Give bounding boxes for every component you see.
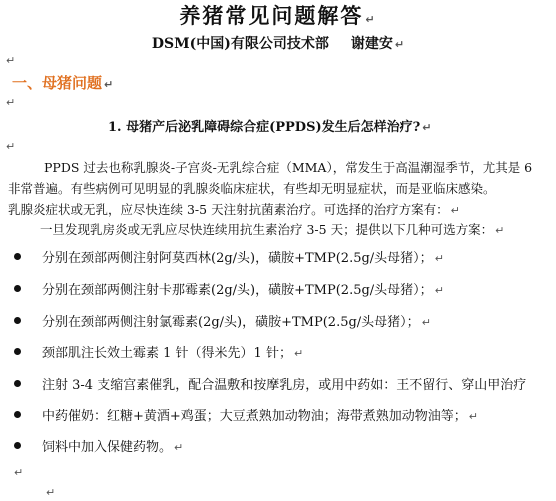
paragraph-mark-icon: ↵	[46, 486, 56, 499]
document-subtitle	[0, 33, 556, 53]
paragraph-mark-icon: ↵	[6, 140, 16, 153]
question-heading	[108, 116, 431, 135]
list-item	[42, 311, 431, 330]
paragraph-mark-icon: ↵	[468, 410, 479, 423]
paragraph-mark-icon: ↵	[293, 347, 304, 360]
paragraph-line-text: 乳腺炎症状或无乳，应尽快连续 3-5 天注射抗菌素治疗。可选择的治疗方案有：	[8, 202, 449, 217]
bullet-dot-icon	[14, 411, 21, 418]
paragraph-line	[40, 220, 504, 238]
list-item-text: 饲料中加入保健药物。	[42, 440, 173, 455]
list-item	[42, 247, 444, 266]
paragraph-mark-icon: ↵	[14, 466, 24, 479]
bullet-dot-icon	[14, 317, 21, 324]
list-item-text: 分别在颈部两侧注射卡那霉素(2g/头)，磺胺+TMP(2.5g/头母猪）；	[42, 283, 433, 298]
list-item-text: 分别在颈部两侧注射氯霉素(2g/头)，磺胺+TMP(2.5g/头母猪）；	[42, 315, 420, 330]
paragraph-mark-icon: ↵	[394, 38, 405, 51]
paragraph-mark-icon: ↵	[104, 78, 114, 91]
list-item	[42, 342, 303, 361]
paragraph-mark-icon: ↵	[495, 224, 505, 237]
paragraph-line	[8, 200, 460, 218]
paragraph-mark-icon: ↵	[6, 96, 16, 109]
bullet-dot-icon	[14, 348, 21, 355]
list-item-text: 分别在颈部两侧注射阿莫西林(2g/头)，磺胺+TMP(2.5g/头母猪）；	[42, 251, 433, 266]
paragraph-mark-icon: ↵	[450, 204, 460, 217]
list-item	[42, 436, 183, 455]
question-text: 1. 母猪产后泌乳障碍综合症(PPDS)发生后怎样治疗?	[108, 120, 421, 135]
list-item-text: 颈部肌注长效土霉素 1 针（得米先）1 针；	[42, 346, 292, 361]
title-text: 养猪常见问题解答	[179, 3, 364, 28]
list-item-text: 注射 3-4 支缩宫素催乳，配合温敷和按摩乳房，或用中药如：王不留行、穿山甲治疗	[42, 378, 527, 393]
paragraph-mark-icon: ↵	[434, 284, 444, 297]
bullet-dot-icon	[14, 285, 21, 292]
subtitle-author: 谢建安	[350, 36, 393, 52]
list-item	[42, 405, 478, 424]
paragraph-mark-icon: ↵	[6, 54, 16, 67]
bullet-dot-icon	[14, 380, 21, 387]
paragraph-line: PPDS 过去也称乳腺炎-子宫炎-无乳综合症（MMA），常发生于高温潮湿季节，尤其是 6	[44, 160, 533, 175]
paragraph-mark-icon: ↵	[421, 316, 431, 329]
section-heading	[12, 72, 113, 93]
paragraph-mark-icon: ↵	[174, 441, 184, 454]
list-item-text: 中药催奶：红糖+黄酒+鸡蛋；大豆煮熟加动物油；海带煮熟加动物油等；	[42, 409, 467, 424]
paragraph-mark-icon: ↵	[365, 13, 377, 26]
list-item	[42, 374, 526, 393]
document-title	[0, 0, 556, 30]
list-item	[42, 279, 444, 298]
paragraph-mark-icon: ↵	[434, 252, 444, 265]
paragraph-mark-icon: ↵	[422, 121, 432, 134]
section-heading-text: 一、母猪问题	[12, 74, 103, 92]
bullet-dot-icon	[14, 253, 21, 260]
paragraph-line: 非常普遍。有些病例可见明显的乳腺炎临床症状，有些却无明显症状，而是亚临床感染。	[8, 181, 496, 196]
bullet-dot-icon	[14, 442, 21, 449]
paragraph-line-text: 一旦发现乳房炎或无乳应尽快连续用抗生素治疗 3-5 天；提供以下几种可选方案：	[40, 222, 494, 237]
subtitle-organization: DSM(中国)有限公司技术部	[151, 36, 329, 52]
